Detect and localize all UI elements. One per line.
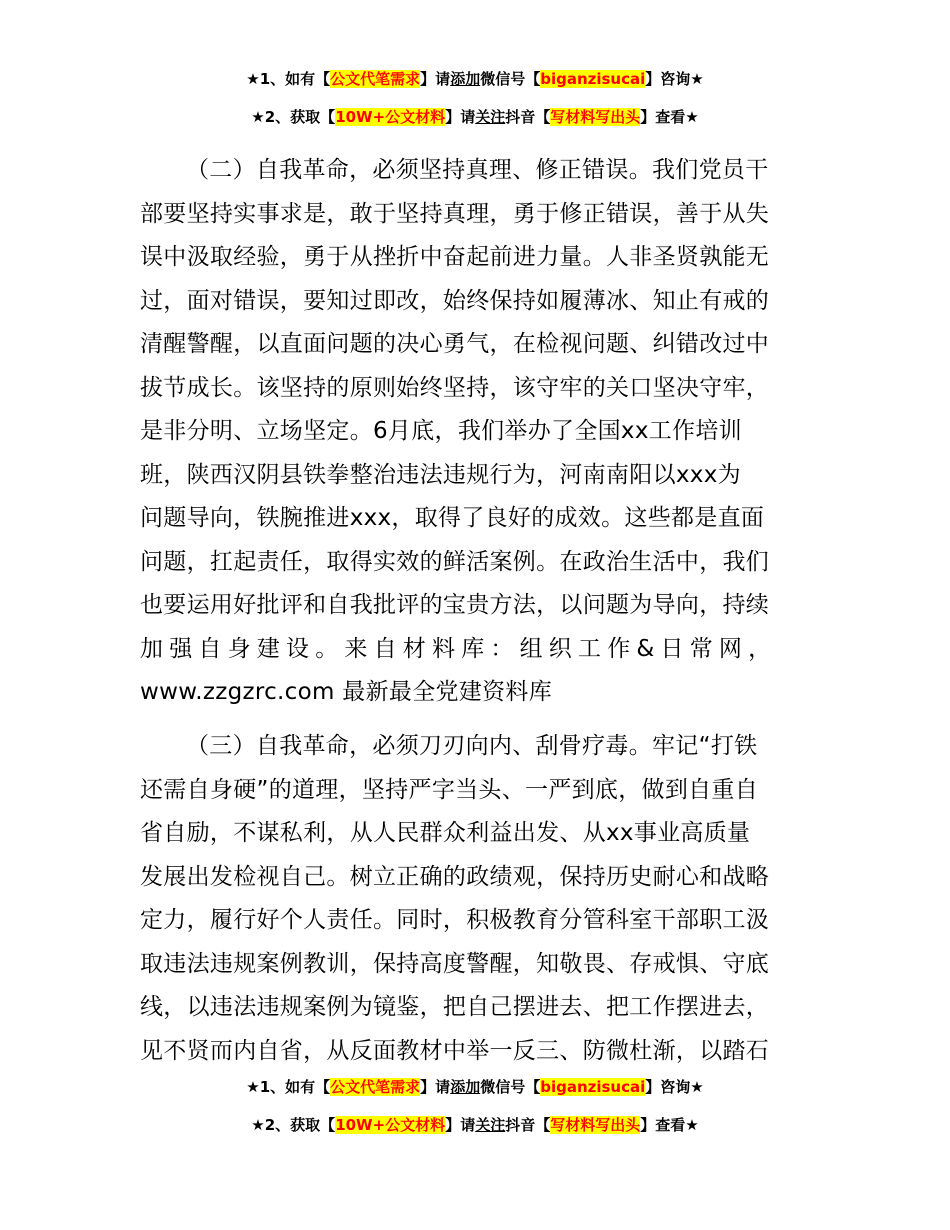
notice-highlight: 10W+公文材料 xyxy=(335,108,446,126)
paragraph-line: 误中汲取经验，勇于从挫折中奋起前进力量。人非圣贤孰能无 xyxy=(140,244,770,270)
notice-prefix: ★2、获取【 xyxy=(251,1116,336,1134)
paragraph-line: 省自励，不谋私利，从人民群众利益出发、从xx事业高质量 xyxy=(140,820,751,846)
notice-prefix: ★2、获取【 xyxy=(251,108,336,126)
notice-highlight: 10W+公文材料 xyxy=(335,1116,446,1134)
paragraph-line: 问题，扛起责任，取得实效的鲜活案例。在政治生活中，我们 xyxy=(140,548,770,575)
paragraph-line: 见不贤而内自省，从反面教材中举一反三、防微杜渐，以踏石 xyxy=(140,1037,770,1064)
notice-text: 抖音【 xyxy=(505,1116,551,1134)
paragraph-line: 还需自身硬”的道理，坚持严字当头、一严到底，做到自重自 xyxy=(140,776,759,803)
paragraph-line-source: 加强自身建设。来自材料库：组织工作&日常网， xyxy=(140,635,778,662)
notice-emphasis: 关注 xyxy=(475,1116,506,1134)
paragraph-line-website: www.zzgzrc.com 最新最全党建资料库 xyxy=(140,679,552,705)
notice-wechat-id: biganzisucai xyxy=(540,1078,646,1096)
paragraph-line: 线，以违法违规案例为镜鉴，把自己摆进去、把工作摆进去， xyxy=(140,994,770,1020)
notice-text: 】请 xyxy=(445,108,476,126)
paragraph-line: （三）自我革命，必须刀刃向内、刮骨疗毒。牢记“打铁 xyxy=(186,733,758,759)
notice-text: 微信号【 xyxy=(480,1078,541,1096)
footer-notice-line-2 xyxy=(0,1115,950,1135)
notice-text: 】请 xyxy=(420,1078,451,1096)
header-notice-line-1 xyxy=(0,69,950,89)
footer-notice-line-1 xyxy=(0,1077,950,1097)
header-notice-line-2 xyxy=(0,107,950,127)
notice-douyin-account: 写材料写出头 xyxy=(550,108,641,126)
notice-wechat-id: biganzisucai xyxy=(540,70,646,88)
paragraph-line: 部要坚持实事求是，敢于坚持真理，勇于修正错误，善于从失 xyxy=(140,200,770,227)
notice-emphasis: 添加 xyxy=(450,1078,481,1096)
notice-prefix: ★1、如有【 xyxy=(246,70,331,88)
paragraph-three xyxy=(140,725,812,1073)
paragraph-line: 班，陕西汉阴县铁拳整治违法违规行为，河南南阳以xxx为 xyxy=(140,461,741,488)
paragraph-line: 是非分明、立场坚定。6月底，我们举办了全国xx工作培训 xyxy=(140,418,742,444)
notice-douyin-account: 写材料写出头 xyxy=(550,1116,641,1134)
paragraph-line: 取违法违规案例教训，保持高度警醒，知敬畏、存戒惧、守底 xyxy=(140,950,770,977)
notice-text: 】请 xyxy=(445,1116,476,1134)
paragraph-line: 也要运用好批评和自我批评的宝贵方法，以问题为导向，持续 xyxy=(140,592,770,618)
notice-suffix: 】咨询★ xyxy=(645,1078,704,1096)
notice-text: 微信号【 xyxy=(480,70,541,88)
notice-emphasis: 关注 xyxy=(475,108,506,126)
notice-highlight: 公文代笔需求 xyxy=(330,1078,421,1096)
paragraph-line: 清醒警醒，以直面问题的决心勇气，在检视问题、纠错改过中 xyxy=(140,331,770,357)
notice-emphasis: 添加 xyxy=(450,70,481,88)
notice-suffix: 】咨询★ xyxy=(645,70,704,88)
paragraph-line: 拔节成长。该坚持的原则始终坚持，该守牢的关口坚决守牢， xyxy=(140,374,770,401)
paragraph-line: 过，面对错误，要知过即改，始终保持如履薄冰、知止有戒的 xyxy=(140,287,770,314)
paragraph-line: （二）自我革命，必须坚持真理、修正错误。我们党员干 xyxy=(186,157,769,183)
notice-prefix: ★1、如有【 xyxy=(246,1078,331,1096)
paragraph-two xyxy=(140,149,812,715)
notice-highlight: 公文代笔需求 xyxy=(330,70,421,88)
paragraph-line: 问题导向，铁腕推进xxx，取得了良好的成效。这些都是直面 xyxy=(140,505,765,531)
paragraph-line: 发展出发检视自己。树立正确的政绩观，保持历史耐心和战略 xyxy=(140,863,770,890)
notice-suffix: 】查看★ xyxy=(640,108,699,126)
paragraph-line: 定力，履行好个人责任。同时，积极教育分管科室干部职工汲 xyxy=(140,907,770,933)
notice-suffix: 】查看★ xyxy=(640,1116,699,1134)
notice-text: 】请 xyxy=(420,70,451,88)
notice-text: 抖音【 xyxy=(505,108,551,126)
